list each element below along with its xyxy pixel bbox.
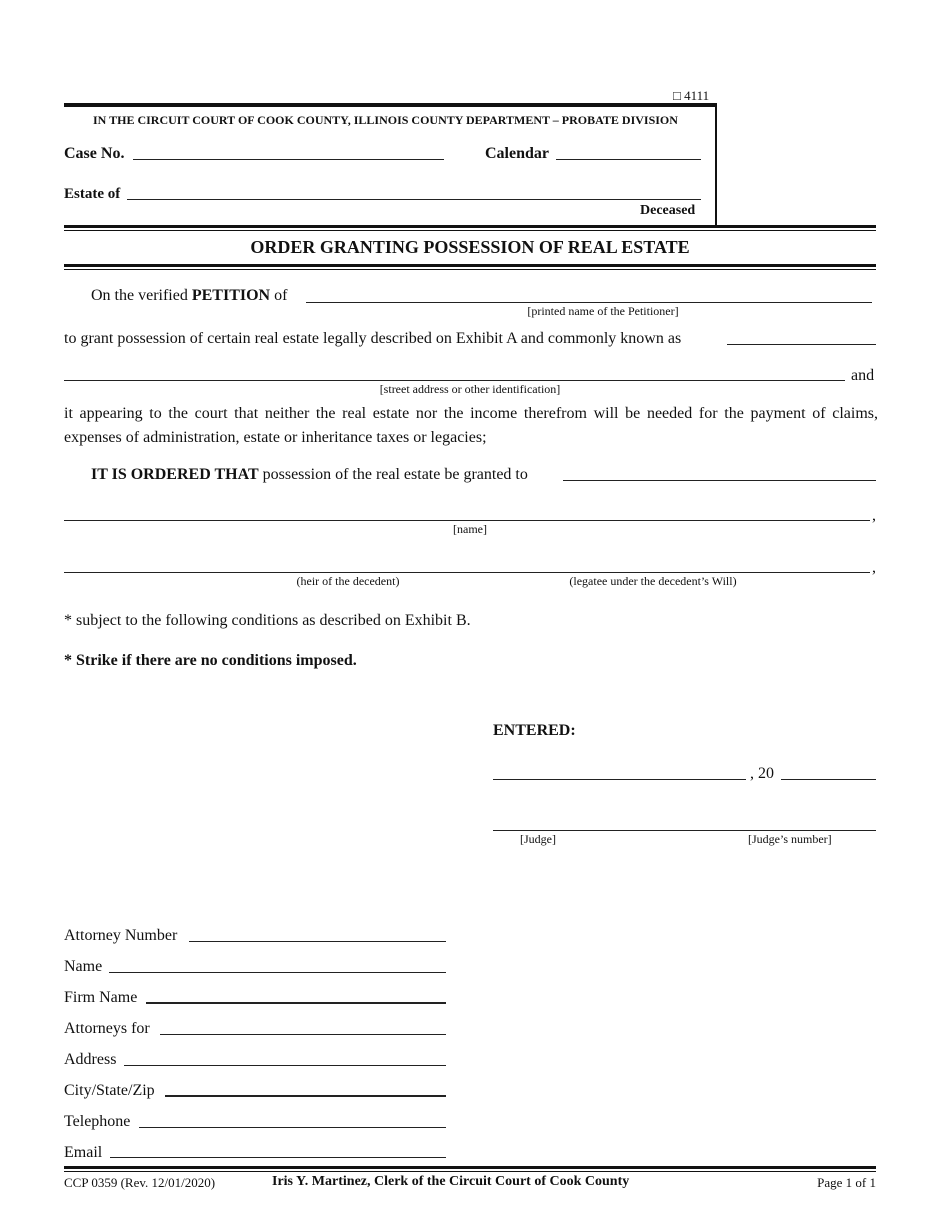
calendar-field[interactable] (556, 159, 701, 160)
title-bottom-rule-1 (64, 264, 876, 267)
estate-of-field[interactable] (127, 199, 701, 200)
firm-name-label: Firm Name (64, 989, 138, 1006)
attorney-number-label: Attorney Number (64, 927, 178, 944)
attorneys-for-label: Attorneys for (64, 1020, 150, 1037)
address-field[interactable] (64, 380, 845, 381)
attorneys-for-field[interactable] (160, 1034, 446, 1035)
appearing-paragraph: it appearing to the court that neither the real estate nor the income therefrom will be needed for the payment of claims, expenses of administration, estate or inheritance taxes or legacies; (64, 405, 878, 446)
grant-text: to grant possession of certain real estate legally described on Exhibit A and commonly known as (64, 330, 682, 347)
footer-form-number: CCP 0359 (Rev. 12/01/2020) (64, 1175, 216, 1190)
name-comma: , (872, 507, 876, 524)
header-top-rule (64, 103, 717, 107)
ordered-bold: IT IS ORDERED THAT (91, 466, 259, 483)
and-text: and (851, 367, 875, 384)
entered-year-field[interactable] (781, 779, 876, 780)
deceased-label: Deceased (640, 203, 696, 218)
subject-text: * subject to the following conditions as described on Exhibit B. (64, 612, 471, 629)
petition-bold: PETITION (191, 287, 271, 304)
relationship-field[interactable] (64, 572, 870, 573)
footer-rule-1 (64, 1166, 876, 1169)
heir-caption: (heir of the decedent) (296, 574, 400, 588)
judge-caption: [Judge] (520, 832, 556, 846)
date-separator: , 20 (750, 765, 774, 782)
attorney-name-label: Name (64, 958, 103, 975)
footer-rule-2 (64, 1171, 876, 1172)
judge-signature-field[interactable] (493, 830, 876, 831)
email-field[interactable] (110, 1157, 446, 1158)
judge-number-caption: [Judge’s number] (748, 832, 832, 846)
attorney-name-field[interactable] (109, 972, 446, 973)
title-top-rule-1 (64, 225, 876, 228)
case-no-field[interactable] (133, 159, 444, 160)
footer-page: Page 1 of 1 (817, 1175, 876, 1190)
entered-date-field[interactable] (493, 779, 746, 780)
city-state-zip-label: City/State/Zip (64, 1082, 155, 1099)
court-header: IN THE CIRCUIT COURT OF COOK COUNTY, ILLINOIS COUNTY DEPARTMENT – PROBATE DIVISION (93, 113, 678, 127)
title-bottom-rule-2 (64, 269, 876, 270)
petition-suffix: of (274, 287, 288, 304)
estate-of-label: Estate of (64, 186, 121, 202)
strike-text: * Strike if there are no conditions imposed. (64, 652, 357, 669)
header-right-rule (715, 107, 717, 225)
ordered-text (91, 466, 528, 484)
telephone-label: Telephone (64, 1113, 131, 1130)
ordered-rest: possession of the real estate be granted to (262, 466, 528, 483)
page-title: ORDER GRANTING POSSESSION OF REAL ESTATE (250, 237, 690, 257)
relationship-comma: , (872, 559, 876, 576)
case-no-label: Case No. (64, 145, 125, 162)
known-as-field[interactable] (727, 344, 876, 345)
legatee-caption: (legatee under the decedent’s Will) (569, 574, 737, 588)
email-label: Email (64, 1144, 103, 1161)
attorney-address-field[interactable] (124, 1065, 446, 1066)
address-caption: [street address or other identification] (379, 382, 561, 396)
firm-name-field[interactable] (146, 1002, 446, 1004)
form-code: □ 4111 (673, 88, 710, 103)
petitioner-name-field[interactable] (306, 302, 872, 303)
title-top-rule-2 (64, 230, 876, 231)
calendar-label: Calendar (485, 145, 549, 162)
attorney-number-field[interactable] (189, 941, 446, 942)
address-label: Address (64, 1051, 117, 1068)
footer-clerk: Iris Y. Martinez, Clerk of the Circuit Court of Cook County (272, 1174, 630, 1189)
telephone-field[interactable] (139, 1127, 446, 1128)
entered-label: ENTERED: (493, 722, 576, 739)
city-state-zip-field[interactable] (165, 1095, 446, 1097)
granted-to-field[interactable] (563, 480, 876, 481)
petition-text (91, 287, 287, 305)
grantee-name-field[interactable] (64, 520, 870, 521)
name-caption: [name] (453, 522, 487, 536)
petitioner-caption: [printed name of the Petitioner] (527, 304, 679, 318)
petition-prefix: On the verified (91, 287, 188, 304)
